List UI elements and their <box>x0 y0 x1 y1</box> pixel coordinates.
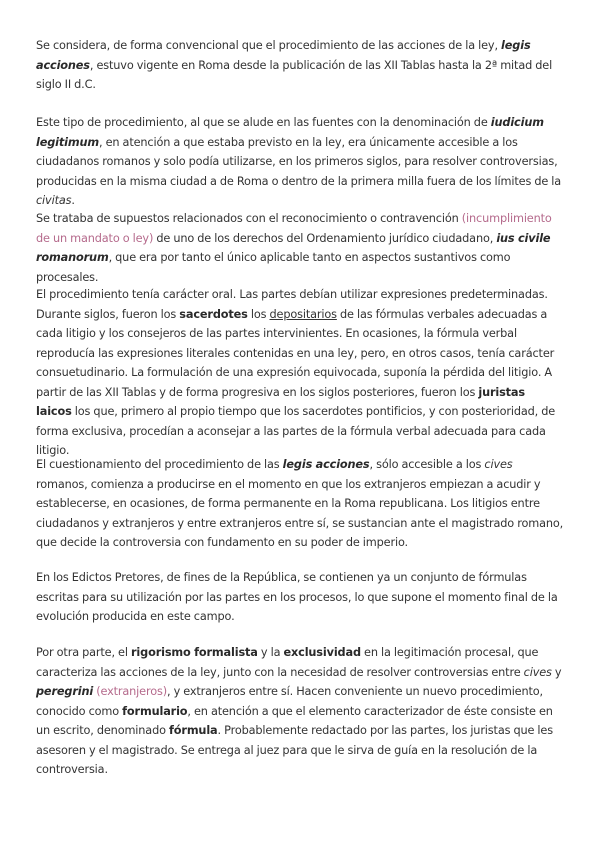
term-civitas: civitas <box>36 194 72 207</box>
term-ius-civile-romanorum: ius civile romanorum <box>36 231 551 264</box>
paragraph-4 <box>36 285 564 461</box>
text: . <box>71 194 75 207</box>
paragraph-3 <box>36 209 564 287</box>
text: en la legitimación procesal, que caracteriza las acciones de la ley, junto con la necesidad de resolver controversias entre <box>36 646 539 679</box>
term-sacerdotes: sacerdotes <box>179 307 248 321</box>
text: los que, primero al propio tiempo que los sacerdotes pontificios, y con posterioridad, de forma exclusiva, procedían a aconsejar a las partes de la fórmula verbal adecuada para cada litigio. <box>36 405 556 457</box>
text: El procedimiento tenía carácter oral. Las partes debían utilizar expresiones predeterminadas. Durante siglos, fueron los <box>36 288 548 321</box>
paragraph-2 <box>36 113 564 211</box>
paragraph-5 <box>36 455 564 553</box>
term-legis-acciones: legis acciones <box>282 458 370 471</box>
term-peregrini: peregrini <box>36 685 94 698</box>
term-exclusividad: exclusividad <box>283 646 361 659</box>
term-rigorismo-formalista: rigorismo formalista <box>131 646 258 659</box>
text: de uno de los derechos del Ordenamiento jurídico ciudadano, <box>153 231 497 245</box>
term-iudicium-legitimum: iudicium legitimum <box>36 116 544 149</box>
text: El cuestionamiento del procedimiento de las <box>36 458 283 471</box>
aside-note: (incumplimiento de un mandato o ley) <box>36 212 552 245</box>
aside-note: (extranjeros) <box>96 685 167 698</box>
text: los <box>247 307 270 321</box>
term-formulario: formulario <box>122 704 188 718</box>
term-cives: cives <box>523 665 552 679</box>
text: Por otra parte, el <box>36 646 131 659</box>
text: , sólo accesible a los <box>369 458 485 471</box>
term-legis-acciones: legis acciones <box>36 39 531 72</box>
text: Se considera, de forma convencional que el procedimiento de las acciones de la ley, <box>36 39 502 52</box>
text: , que era por tanto el único aplicable tanto en aspectos sustantivos como procesales. <box>36 251 511 284</box>
text: En los Edictos Pretores, de fines de la República, se contienen ya un conjunto de fórmulas escritas para su utilización por las partes en los procesos, lo que supone el momento final de la evolución producida en este campo. <box>36 571 558 623</box>
text: y <box>551 665 562 679</box>
term-formula: fórmula <box>169 724 218 737</box>
term-juristas-laicos: juristas laicos <box>36 385 525 418</box>
paragraph-6 <box>36 568 564 627</box>
text: Este tipo de procedimiento, al que se alude en las fuentes con la denominación de <box>36 116 491 129</box>
paragraph-1 <box>36 36 564 95</box>
text: Se trataba de supuestos relacionados con el reconocimiento o contravención <box>36 212 462 225</box>
text: , en atención a que estaba previsto en la ley, era únicamente accesible a los ciudadanos romanos y solo podía utilizarse, en los primeros siglos, para resolver controversias, producidas en la misma ciudad a de Roma o dentro de la primera milla fuera de los límites de la <box>36 135 562 188</box>
text: , y extranjeros entre sí. Hacen conveniente un nuevo procedimiento, conocido como <box>36 685 543 718</box>
text: romanos, comienza a producirse en el momento en que los extranjeros empiezan a acudir y establecerse, en ocasiones, de forma permanente en la Roma republicana. Los litigios entre ciudadanos y extranjeros y entre extranjeros entre sí, se sustancian ante el magistrado romano, que decide la controversia con fundamento en su poder de imperio. <box>36 477 564 549</box>
paragraph-7 <box>36 643 564 780</box>
text: y la <box>257 646 284 659</box>
term-cives: cives <box>484 458 513 471</box>
text: , en atención a que el elemento caracterizador de éste consiste en un escrito, denominado <box>36 704 553 737</box>
text: de las fórmulas verbales adecuadas a cada litigio y los consejeros de las partes intervinientes. En ocasiones, la fórmula verbal reproducía las expresiones literales contenidas en una ley, pero, en otros casos, tenía carácter consuetudinario. La formulación de una expresión equivocada, suponía la pérdida del litigio. A partir de las XII Tablas y de forma progresiva en los siglos posteriores, fueron los <box>36 307 555 399</box>
term-depositarios: depositarios <box>269 307 337 321</box>
text: , estuvo vigente en Roma desde la publicación de las XII Tablas hasta la 2ª mitad del siglo II d.C. <box>36 58 553 91</box>
text: . Probablemente redactado por las partes, los juristas que les asesoren y el magistrado. Se entrega al juez para que le sirva de guía en la resolución de la controversia. <box>36 724 553 776</box>
